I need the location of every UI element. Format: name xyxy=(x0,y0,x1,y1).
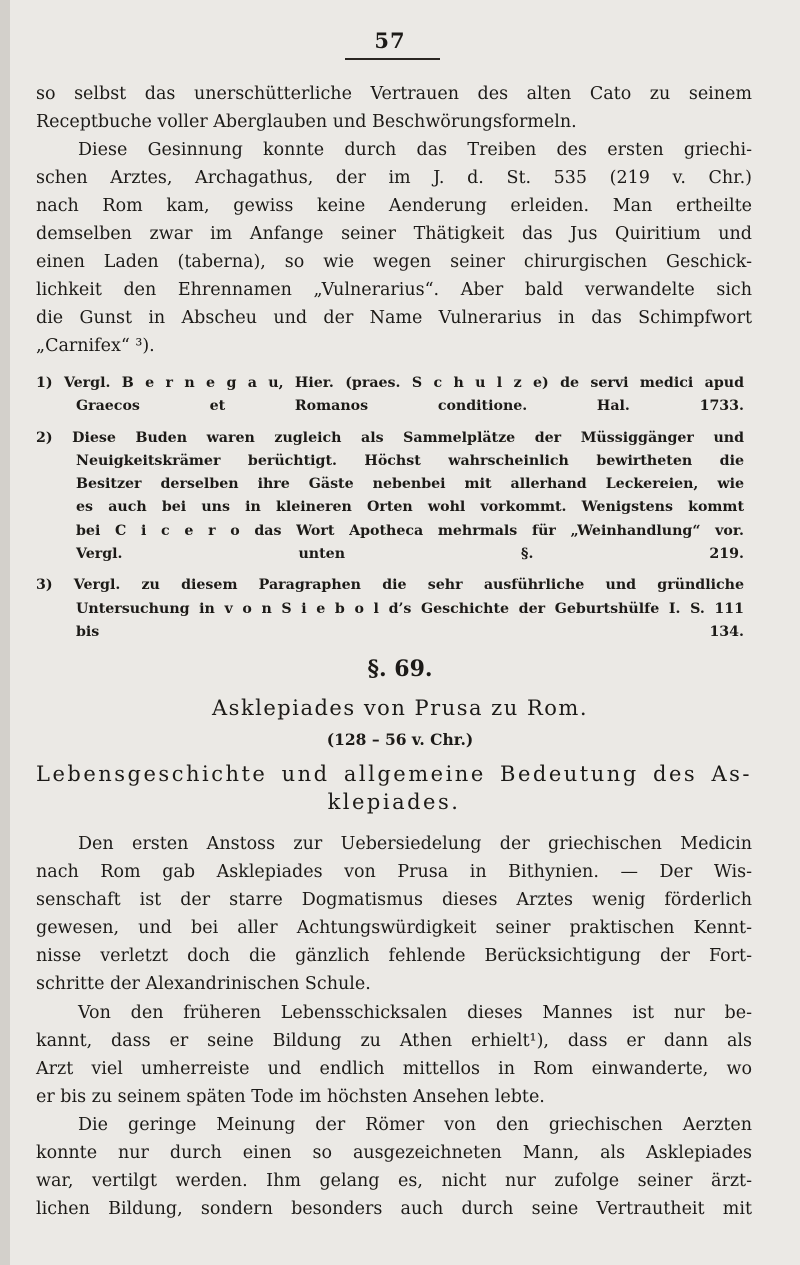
header-rule xyxy=(345,58,440,60)
text-line: nisse verletzt doch die gänzlich fehlende Berücksichtigung der Fort- xyxy=(36,946,752,967)
text-line: Arzt viel umherreiste und endlich mittellos in Rom einwanderte, wo xyxy=(36,1058,752,1079)
text-line: Diese Gesinnung konnte durch das Treiben des ersten griechi- xyxy=(78,140,752,160)
section-number: §. 69. xyxy=(367,656,433,682)
heading-line: Lebensgeschichte und allgemeine Bedeutung des As- xyxy=(36,762,752,786)
text-line: kannt, dass er seine Bildung zu Athen erhielt¹), dass er dann als xyxy=(36,1030,752,1051)
text-line: Die geringe Meinung der Römer von den griechischen Aerzten xyxy=(78,1114,752,1135)
section-dates: (128 – 56 v. Chr.) xyxy=(326,730,474,749)
footnote-gap xyxy=(36,419,752,427)
text-line: war, vertilgt werden. Ihm gelang es, nicht nur zufolge seiner ärzt- xyxy=(36,1171,752,1192)
footnote-3 xyxy=(36,574,752,644)
text-line: nach Rom kam, gewiss keine Aenderung erleiden. Man ertheilte xyxy=(36,196,752,216)
text-line: konnte nur durch einen so ausgezeichneten Mann, als Asklepiades xyxy=(36,1143,752,1164)
text-line: „Carnifex“ ³). xyxy=(36,336,155,356)
text-line: lichen Bildung, sondern besonders auch durch seine Vertrautheit mit xyxy=(36,1199,752,1220)
footnote-1 xyxy=(36,372,752,419)
footnote-line: 1) Vergl. B e r n e g a u, Hier. (praes. S c h u l z e) de servi medici apud xyxy=(36,375,744,391)
text-line: schen Arztes, Archagathus, der im J. d. St. 535 (219 v. Chr.) xyxy=(36,168,752,188)
footnote-line: bis 134. xyxy=(76,623,744,640)
footnote-line: bei C i c e r o das Wort Apotheca mehrmals für „Weinhandlung“ vor. xyxy=(76,522,744,539)
footnote-line: Untersuchung in v o n S i e b o l d’s Geschichte der Geburtshülfe I. S. 111 xyxy=(76,600,744,617)
text-line: Von den früheren Lebensschicksalen dieses Mannes ist nur be- xyxy=(78,1002,752,1023)
text-line: senschaft ist der starre Dogmatismus dieses Arztes wenig förderlich xyxy=(36,890,752,911)
text-line: Receptbuche voller Aberglauben und Beschwörungsformeln. xyxy=(36,112,577,132)
footnote-line: 2) Diese Buden waren zugleich als Sammelplätze der Müssiggänger und xyxy=(36,429,744,446)
page-edge-shadow xyxy=(0,0,10,1265)
section-title: Asklepiades von Prusa zu Rom. xyxy=(212,696,588,720)
text-line: einen Laden (taberna), so wie wegen seiner chirurgischen Geschick- xyxy=(36,252,752,272)
text-line: so selbst das unerschütterliche Vertrauen des alten Cato zu seinem xyxy=(36,84,752,104)
body-paragraphs xyxy=(36,830,752,1223)
footnote-gap xyxy=(36,566,752,574)
text-line: er bis zu seinem späten Tode im höchsten Ansehen lebte. xyxy=(36,1086,545,1107)
footnote-line: Neuigkeitskrämer berüchtigt. Höchst wahrscheinlich bewirtheten die xyxy=(76,452,744,469)
text-line: schritte der Alexandrinischen Schule. xyxy=(36,974,371,995)
footnote-line: 3) Vergl. zu diesem Paragraphen die sehr ausführliche und gründliche xyxy=(36,577,744,594)
text-line: lichkeit den Ehrennamen „Vulnerarius“. Aber bald verwandelte sich xyxy=(36,280,752,300)
page-number: 57 xyxy=(374,28,406,53)
text-line: demselben zwar im Anfange seiner Thätigkeit das Jus Quiritium und xyxy=(36,224,752,244)
main-paragraphs xyxy=(36,80,752,360)
footnote-line: Besitzer derselben ihre Gäste nebenbei mit allerhand Leckereien, wie xyxy=(76,476,744,493)
text-line: gewesen, und bei aller Achtungswürdigkeit seiner praktischen Kennt- xyxy=(36,918,752,939)
footnote-2 xyxy=(36,427,752,567)
footnotes xyxy=(36,372,752,644)
footnote-line: Vergl. unten §. 219. xyxy=(76,546,744,563)
footnote-line: es auch bei uns in kleineren Orten wohl vorkommt. Wenigstens kommt xyxy=(76,499,744,516)
heading-line: klepiades. xyxy=(327,790,461,814)
footnote-line: Graecos et Romanos conditione. Hal. 1733. xyxy=(76,398,744,415)
text-line: die Gunst in Abscheu und der Name Vulnerarius in das Schimpfwort xyxy=(36,308,752,328)
section-heading xyxy=(36,760,752,816)
text-line: nach Rom gab Asklepiades von Prusa in Bithynien. — Der Wis- xyxy=(36,862,752,883)
text-line: Den ersten Anstoss zur Uebersiedelung der griechischen Medicin xyxy=(78,834,752,854)
